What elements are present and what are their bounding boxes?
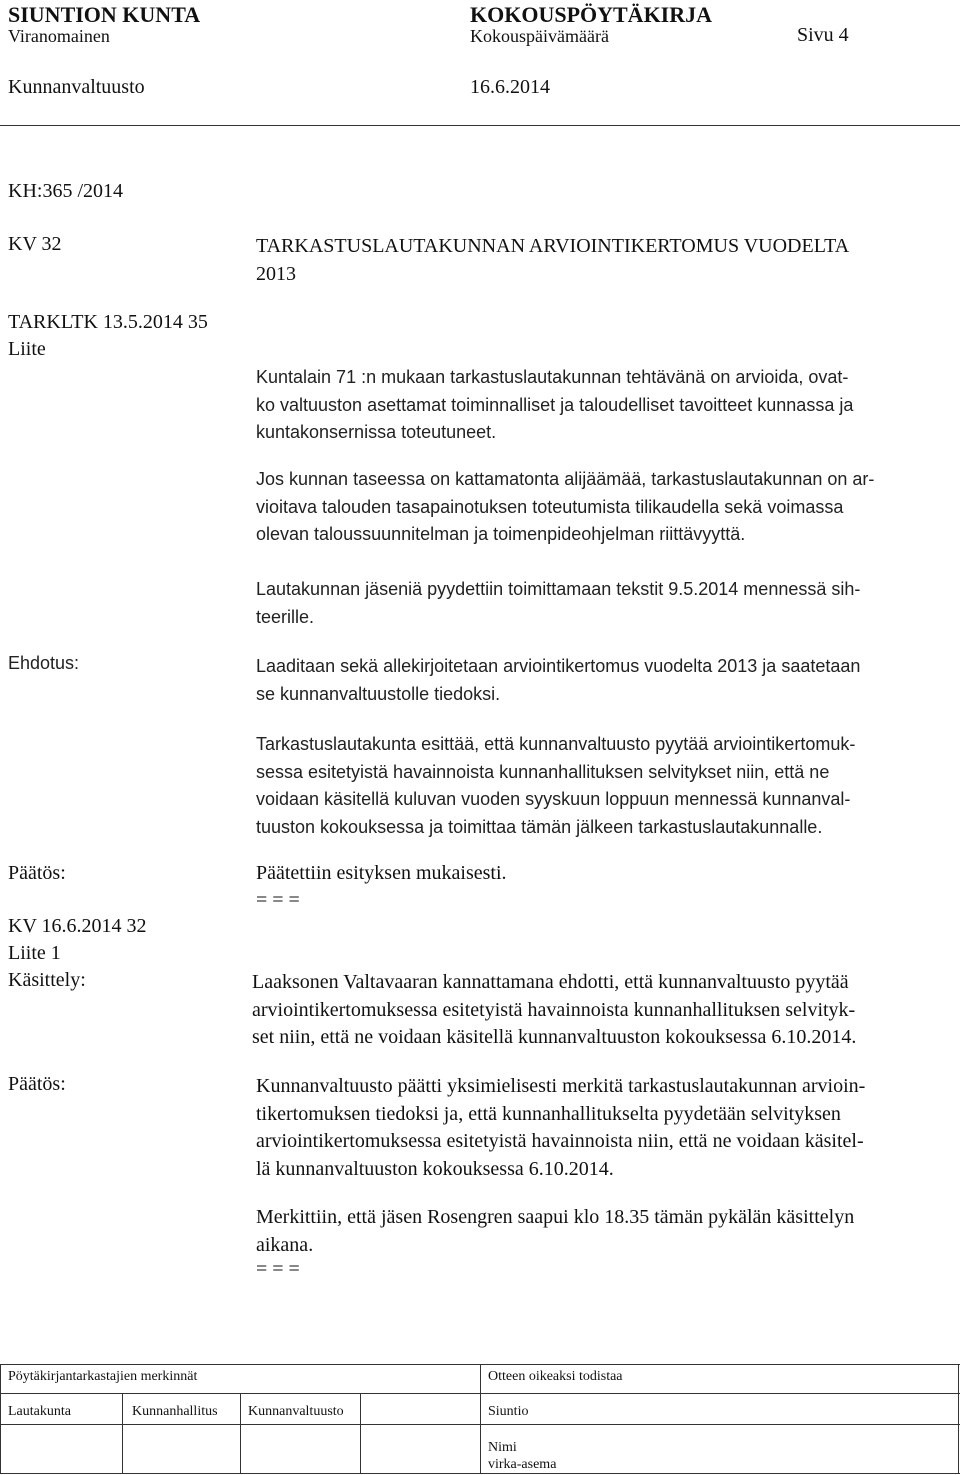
paatos-text: Päätettiin esityksen mukaisesti. <box>256 862 507 884</box>
text-line: tikertomuksen tiedoksi ja, että kunnanhallitukselta pyydetään selvityksen <box>256 1102 841 1125</box>
section-title <box>256 233 849 288</box>
meeting-date: 16.6.2014 <box>470 76 550 98</box>
organization-name: SIUNTION KUNTA <box>8 2 201 27</box>
text-line: aikana. <box>256 1233 314 1256</box>
text-line: Jos kunnan taseessa on kattamatonta alijäämää, tarkastuslautakunnan on ar- <box>256 469 875 489</box>
footer-col-kunnanhallitus: Kunnanhallitus <box>132 1404 218 1419</box>
text-line: Merkittiin, että jäsen Rosengren saapui klo 18.35 tämän pykälän käsittelyn <box>256 1206 855 1228</box>
footer-cell-border <box>958 1364 959 1474</box>
paragraph-kasittely <box>252 969 856 1052</box>
paatos-label: Päätös: <box>8 862 66 884</box>
footer-certified-label: Otteen oikeaksi todistaa <box>488 1369 623 1384</box>
kh-reference: KH:365 /2014 <box>8 180 123 202</box>
text-line: Laaditaan sekä allekirjoitetaan arviointikertomus vuodelta 2013 ja saatetaan <box>256 656 861 676</box>
footer-title-label: virka-asema <box>488 1457 557 1472</box>
text-line: voidaan käsitellä kuluvan vuoden syyskuun loppuun mennessä kunnanval- <box>256 789 851 809</box>
attachment-label: Liite <box>8 338 46 360</box>
title-line: TARKASTUSLAUTAKUNNAN ARVIOINTIKERTOMUS VUODELTA <box>256 235 850 257</box>
text-line: se kunnanvaltuustolle tiedoksi. <box>256 683 501 704</box>
text-line: lä kunnanvaltuuston kokouksessa 6.10.2014. <box>256 1157 614 1180</box>
paragraph-merkittiin <box>256 1204 854 1259</box>
paragraph-kuntalaki <box>256 364 853 447</box>
paragraph-alijaama <box>256 466 874 549</box>
document-type: KOKOUSPÖYTÄKIRJA <box>470 2 713 27</box>
title-line: 2013 <box>256 262 296 285</box>
text-line: teerille. <box>256 606 315 627</box>
paragraph-esitys <box>256 731 855 841</box>
footer-name-label: Nimi <box>488 1440 517 1455</box>
section-separator: = = = <box>256 1258 300 1280</box>
text-line: Tarkastuslautakunta esittää, että kunnanvaltuusto pyytää arviointikertomuk- <box>256 734 856 754</box>
footer-cell-border <box>240 1393 241 1474</box>
text-line: Kuntalain 71 :n mukaan tarkastuslautakunnan tehtävänä on arvioida, ovat- <box>256 367 849 387</box>
text-line: Lautakunnan jäseniä pyydettiin toimittamaan tekstit 9.5.2014 mennessä sih- <box>256 579 861 599</box>
footer-cell-border <box>0 1364 1 1474</box>
tarkltk-reference: TARKLTK 13.5.2014 35 <box>8 311 208 333</box>
text-line: arviointikertomuksessa esitetyistä havainnoista kunnanhallituksen selvityk- <box>252 998 856 1021</box>
footer-cell-border <box>122 1393 123 1474</box>
footer-col-lautakunta: Lautakunta <box>8 1404 71 1419</box>
kasittely-label: Käsittely: <box>8 969 86 991</box>
header-divider <box>0 125 960 126</box>
authority: Kunnanvaltuusto <box>8 76 145 98</box>
text-line: arviointikertomuksessa esitetyistä havainnoista niin, että ne voidaan käsitel- <box>256 1130 864 1152</box>
attachment-1-label: Liite 1 <box>8 942 61 964</box>
paragraph-tekstit <box>256 576 860 631</box>
footer-col-kunnanvaltuusto: Kunnanvaltuusto <box>248 1404 344 1419</box>
text-line: tuuston kokouksessa ja toimittaa tämän jälkeen tarkastuslautakunnalle. <box>256 816 823 837</box>
text-line: vioitava talouden tasapainotuksen toteutumista tilikaudella sekä voimassa <box>256 496 844 517</box>
footer-place: Siuntio <box>488 1404 529 1419</box>
ehdotus-label: Ehdotus: <box>8 653 80 673</box>
page-number: Sivu 4 <box>797 24 849 46</box>
footer-markings-label: Pöytäkirjantarkastajien merkinnät <box>8 1369 198 1384</box>
authority-label: Viranomainen <box>8 26 110 46</box>
footer-cell-border <box>360 1393 361 1474</box>
date-label: Kokouspäivämäärä <box>470 26 609 46</box>
text-line: set niin, että ne voidaan käsitellä kunnanvaltuuston kokouksessa 6.10.2014. <box>252 1026 857 1048</box>
paragraph-ehdotus <box>256 653 860 708</box>
text-line: Laaksonen Valtavaaran kannattamana ehdotti, että kunnanvaltuusto pyytää <box>252 971 849 993</box>
text-line: ko valtuuston asettamat toiminnalliset ja taloudelliset tavoitteet kunnassa ja <box>256 394 854 415</box>
kv-reference: KV 32 <box>8 233 62 255</box>
text-line: sessa esitetyistä havainnoista kunnanhallituksen selvitykset niin, että ne <box>256 761 830 782</box>
text-line: olevan taloussuunnitelman ja toimenpideohjelman riittävyyttä. <box>256 524 746 544</box>
section-separator: = = = <box>256 889 300 911</box>
text-line: Kunnanvaltuusto päätti yksimielisesti merkitä tarkastuslautakunnan arvioin- <box>256 1075 866 1097</box>
kv-date-reference: KV 16.6.2014 32 <box>8 915 147 937</box>
paatos-label: Päätös: <box>8 1073 66 1095</box>
text-line: kuntakonsernissa toteutuneet. <box>256 422 497 442</box>
footer-cell-border <box>480 1364 481 1474</box>
paragraph-paatos <box>256 1073 865 1183</box>
